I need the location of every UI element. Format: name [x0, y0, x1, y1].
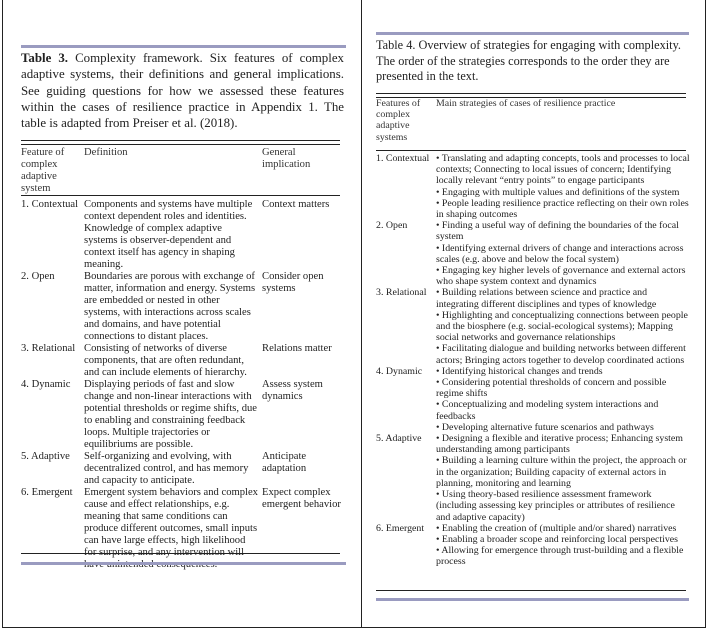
strategy-item: • Enabling the creation of (multiple and/or shared) narratives [436, 522, 677, 534]
definition-cell: Displaying periods of fast and slow change and non-linear interactions with potential thresholds or regime shifts, due to enabling and constraining feedback loops. Multiple trajectories or equilibriums are possible. [84, 379, 257, 450]
bottom-accent-rule [21, 562, 346, 565]
strategy-item: • Building relations between science and practice and integrating different disciplines and types of knowledge [436, 287, 657, 310]
table-rule [376, 150, 686, 151]
strategy-item: • Finding a useful way of defining the boundaries of the focal system [436, 220, 679, 243]
table-rule [21, 195, 340, 196]
implication-cell: Relations matter [262, 343, 332, 354]
table4-caption: Table 4. Overview of strategies for engaging with complexity. The order of the strategies corresponds to the order they are presented in the text. [376, 38, 681, 84]
definition-cell: Boundaries are porous with exchange of matter, information and energy. Systems are embedded or nested in other systems, with interactions across scales and domains, and have potential connections to distant places. [84, 271, 256, 342]
strategies-cell [436, 287, 691, 365]
strategy-item: • Facilitating dialogue and building networks between different actors; Bringing actors together to develop coordinated actions [436, 343, 686, 366]
table-row [376, 366, 691, 433]
strategies-cell [436, 220, 691, 287]
table-rule [21, 553, 340, 554]
feature-cell: 4. Dynamic [376, 365, 423, 377]
table3-caption-text: Complexity framework. Six features of complex adaptive systems, their definitions and general implications. See guiding questions for how we assessed these features within the cases of resilience practice in Appendix 1. The table is adapted from Preiser et al. (2018). [21, 51, 345, 131]
strategy-item: • Highlighting and conceptualizing connections between people and the biosphere (e.g. social-ecological systems); Mapping social networks and governance relationships [436, 309, 688, 344]
table-row [21, 199, 341, 271]
table3-page [2, 0, 362, 628]
definition-cell: Consisting of networks of diverse components, that are often redundant, and can include elements of hierarchy. [84, 343, 247, 378]
feature-cell: 5. Adaptive [376, 433, 422, 445]
table3 [21, 147, 341, 558]
header-feature: Feature of complex adaptive system [21, 147, 65, 194]
feature-cell: 3. Relational [21, 343, 76, 354]
strategy-item: • Developing alternative future scenarios and pathways [436, 421, 654, 433]
table-row [21, 487, 341, 571]
table-rule [21, 144, 340, 145]
strategy-item: • Using theory-based resilience assessment framework (including assessing key principles or attributes of resilience and adaptive capacity) [436, 489, 675, 523]
table-rule [21, 140, 340, 141]
table-row [21, 343, 341, 379]
table-row [21, 379, 341, 451]
feature-cell: 6. Emergent [376, 522, 425, 534]
strategies-cell [436, 153, 691, 220]
feature-cell: 1. Contextual [376, 153, 430, 164]
strategy-item: • Allowing for emergence through trust-building and a flexible process [436, 545, 684, 568]
header-strategies: Main strategies of cases of resilience practice [436, 98, 616, 109]
definition-cell: Emergent system behaviors and complex cause and effect relationships, e.g. meaning that same conditions can produce different outcomes, small inputs can have large effects, high likelihood for surprise, and any intervention will [84, 487, 258, 558]
table-row [376, 287, 691, 365]
feature-cell: 5. Adaptive [21, 451, 70, 462]
implication-cell: Context matters [262, 199, 330, 210]
strategies-cell [436, 366, 691, 433]
feature-cell: 2. Open [376, 220, 408, 232]
table-header-row [21, 147, 341, 195]
implication-cell: Assess system dynamics [262, 379, 323, 402]
table-rule [376, 93, 686, 94]
definition-cell: Self-organizing and evolving, with decentralized control, and has memory and capacity to anticipate. [84, 451, 249, 486]
implication-cell: Consider open systems [262, 271, 324, 294]
top-accent-rule [376, 32, 689, 35]
strategy-item: • Considering potential thresholds of concern and possible regime shifts [436, 377, 667, 400]
feature-cell: 6. Emergent [21, 487, 73, 498]
strategy-item: • Designing a flexible and iterative process; Enhancing system understanding among participants [436, 433, 683, 456]
table3-caption-label: Table 3. [21, 51, 69, 65]
header-feature: Features of complex adaptive systems [376, 98, 421, 143]
strategy-item: • Building a learning culture within the project, the approach or in the organization; Building capacity of external actors in planning, monitoring and learning [436, 455, 687, 489]
table3-caption [21, 50, 344, 131]
strategies-cell [436, 523, 691, 568]
table-row [376, 220, 691, 287]
strategy-item: • Enabling a broader scope and reinforcing local perspectives [436, 533, 679, 545]
feature-cell: 4. Dynamic [21, 379, 71, 390]
table-rule [376, 590, 686, 591]
top-accent-rule [21, 45, 346, 48]
implication-cell: Anticipate adaptation [262, 451, 307, 474]
bottom-accent-rule [376, 598, 689, 601]
strategy-item: • Conceptualizing and modeling system interactions and feedbacks [436, 399, 659, 422]
table-row [21, 271, 341, 343]
strategies-cell [436, 433, 691, 523]
strategy-item: • Engaging with multiple values and definitions of the system [436, 186, 680, 198]
strategy-item: • People leading resilience practice reflecting on their own roles in shaping outcomes [436, 197, 689, 221]
table4 [376, 98, 691, 568]
strategy-item: • Engaging key higher levels of governance and external actors who shape system context and dynamics [436, 265, 686, 288]
table4-page [361, 0, 706, 628]
table-row [376, 433, 691, 523]
strategy-item: • Identifying historical changes and trends [436, 365, 603, 377]
feature-cell: 3. Relational [376, 287, 427, 299]
table-row [376, 153, 691, 220]
strategy-item: • Identifying external drivers of change and interactions across scales (e.g. above and below the focal system) [436, 242, 684, 265]
table-row [376, 523, 691, 568]
table-row [21, 451, 341, 487]
strategy-item: • Translating and adapting concepts, tools and processes to local contexts; Connecting to local issues of concern; Identifying locally relevant “entry points” to engage participants [436, 153, 690, 187]
feature-cell: 2. Open [21, 271, 55, 282]
implication-cell: Expect complex emergent behavior [262, 487, 341, 510]
table-header-row [376, 98, 691, 143]
table3-body [21, 199, 341, 571]
header-implication: General implication [262, 147, 311, 170]
feature-cell: 1. Contextual [21, 199, 79, 210]
table4-body [376, 153, 691, 568]
header-definition: Definition [84, 147, 128, 158]
definition-cell: Components and systems have multiple context dependent roles and identities. Knowledge of complex adaptive systems is observer-dependent and context itself has agency in shaping meaning. [84, 199, 253, 270]
